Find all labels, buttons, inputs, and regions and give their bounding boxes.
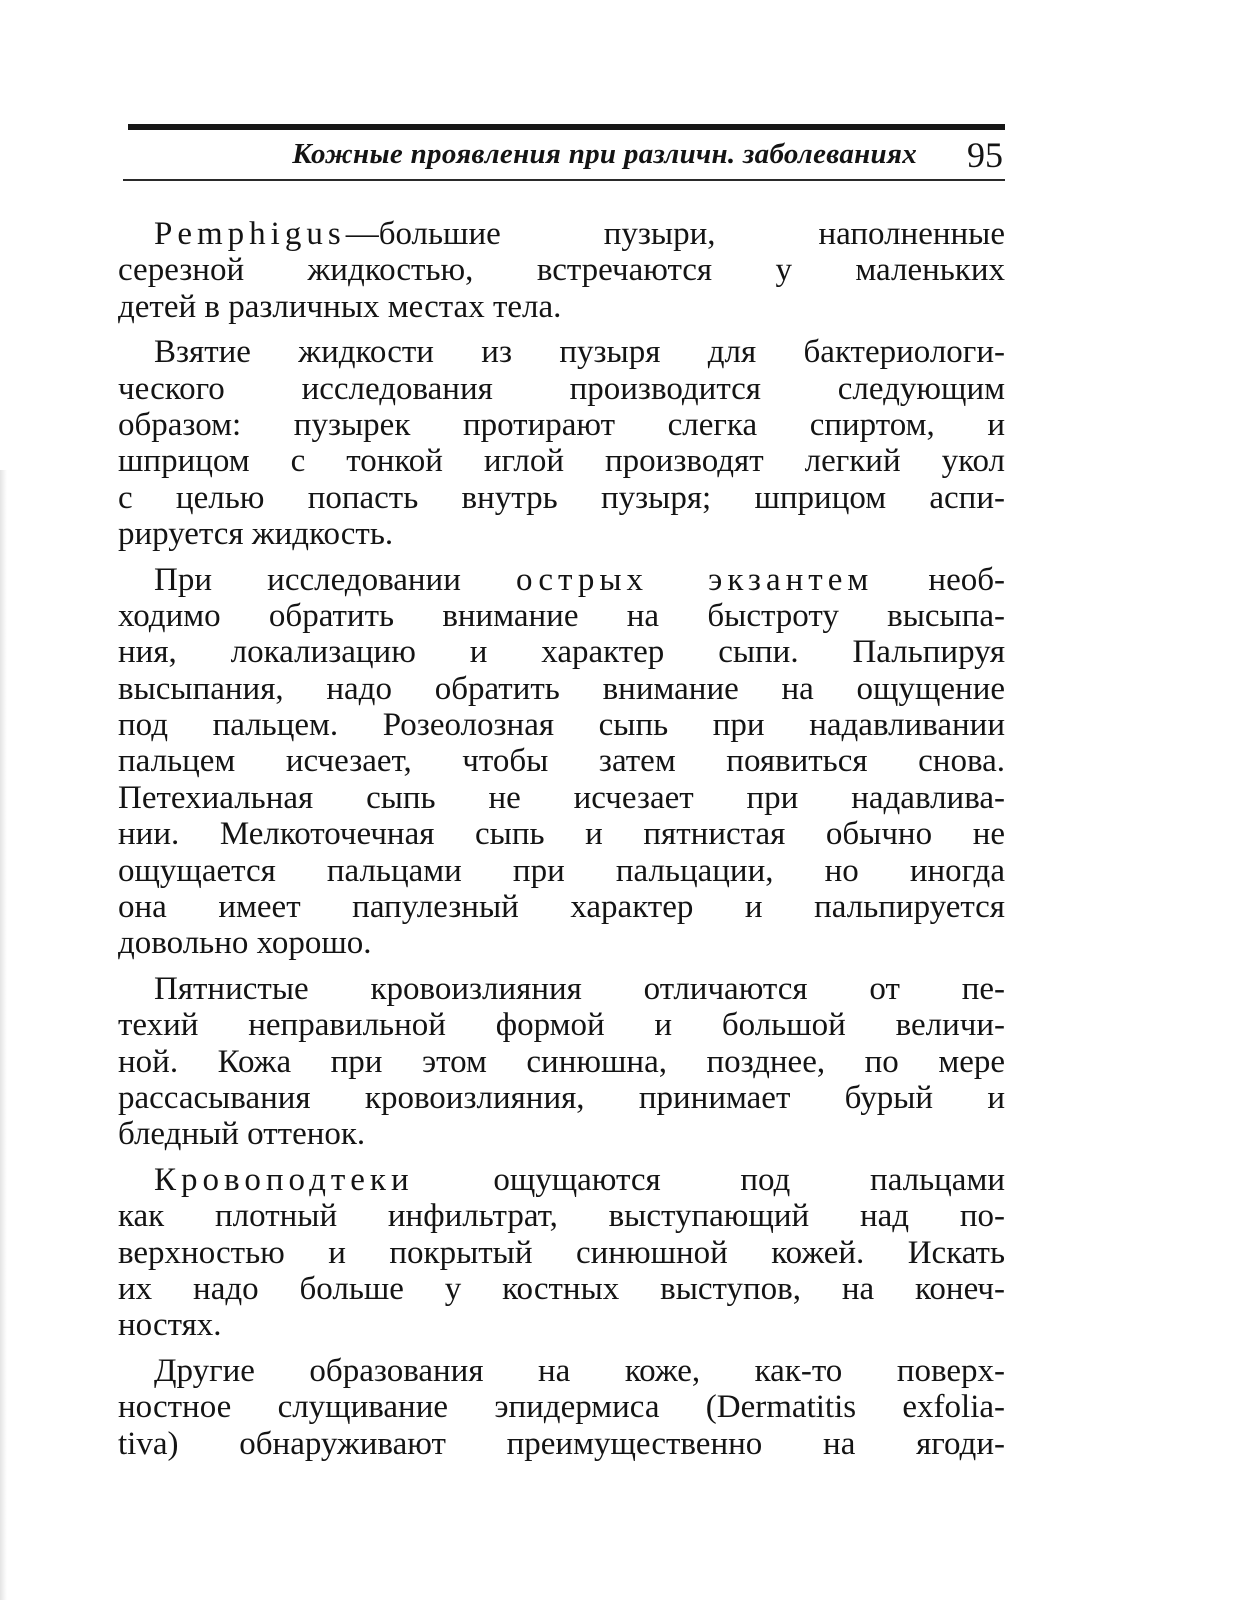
text-line: она имеет папулезный характер и пальпируется <box>118 889 1005 926</box>
text-line: Петехиальная сыпь не исчезает при надавлива- <box>118 779 1005 816</box>
text-line <box>118 1162 1005 1198</box>
line-text: ощущаются под пальцами <box>493 1161 1005 1198</box>
paragraph-bruises <box>118 1162 1005 1344</box>
text-line: Взятие жидкости из пузыря для бактериологи- <box>154 334 1005 371</box>
text-line: с целью попасть внутрь пузыря; шприцом аспи- <box>118 479 1005 516</box>
text-line: ощущается пальцами при пальцации, но иногда <box>118 852 1005 889</box>
text-line: пальцем исчезает, чтобы затем появиться снова. <box>118 743 1005 780</box>
text-line: рассасывания кровоизлияния, принимает бурый и <box>118 1079 1005 1116</box>
text-line: образом: пузырек протирают слегка спиртом, и <box>118 406 1005 443</box>
paragraph-exanthems <box>118 562 1005 962</box>
text-line: довольно хорошо. <box>118 925 372 962</box>
text-line: ческого исследования производится следующим <box>118 370 1005 407</box>
text-line: под пальцем. Розеолозная сыпь при надавливании <box>118 707 1005 744</box>
text-line: как плотный инфильтрат, выступающий над по- <box>118 1198 1005 1235</box>
spaced-term: Кровоподтеки <box>154 1161 414 1198</box>
text-line: серезной жидкостью, встречаются у маленьких <box>118 252 1005 289</box>
spaced-term: острых экзантем <box>516 561 874 598</box>
page-number: 95 <box>967 135 1003 175</box>
paragraph-hemorrhages <box>118 971 1005 1153</box>
running-title: Кожные проявления при различн. заболеваниях <box>292 138 917 170</box>
page-edge-shadow <box>0 470 7 1600</box>
line-text: необ- <box>928 561 1005 598</box>
text-line: Пятнистые кровоизлияния отличаются от пе- <box>154 970 1005 1007</box>
text-line: детей в различных местах тела. <box>118 288 562 325</box>
text-line: ностное слущивание эпидермиса (Dermatitis exfolia- <box>118 1389 1005 1426</box>
paragraph-fluid-sampling <box>118 334 1005 552</box>
text-line: ходимо обратить внимание на быстроту высыпа- <box>118 597 1005 634</box>
header-rule-bottom <box>123 179 1005 181</box>
spaced-term: Pemphigus <box>154 216 346 252</box>
text-line: техий неправильной формой и большой величи- <box>118 1007 1005 1044</box>
text-line: их надо больше у костных выступов, на конеч- <box>118 1270 1005 1307</box>
text-line: бледный оттенок. <box>118 1116 366 1153</box>
line-text: —большие пузыри, наполненные <box>345 216 1005 252</box>
paragraph-pemphigus <box>118 216 1005 325</box>
text-line <box>118 562 1005 598</box>
text-line: высыпания, надо обратить внимание на ощущение <box>118 670 1005 707</box>
line-lead: При исследовании <box>154 561 461 598</box>
body-text <box>118 216 1005 1471</box>
header-rule-top <box>128 124 1005 130</box>
text-line: ной. Кожа при этом синюшна, позднее, по мере <box>118 1043 1005 1080</box>
text-line <box>118 216 1005 252</box>
text-line: верхностью и покрытый синюшной кожей. Искать <box>118 1234 1005 1271</box>
text-line: рируется жидкость. <box>118 516 394 553</box>
text-line: ностях. <box>118 1307 222 1344</box>
paragraph-other-formations <box>118 1353 1005 1462</box>
text-line: ния, локализацию и характер сыпи. Пальпируя <box>118 634 1005 671</box>
running-head <box>128 134 1005 178</box>
text-line: шприцом с тонкой иглой производят легкий укол <box>118 443 1005 480</box>
text-line: Другие образования на коже, как-то поверх- <box>154 1352 1005 1389</box>
text-line: tiva) обнаруживают преимущественно на ягоди- <box>118 1425 1005 1462</box>
text-line: нии. Мелкоточечная сыпь и пятнистая обычно не <box>118 816 1005 853</box>
